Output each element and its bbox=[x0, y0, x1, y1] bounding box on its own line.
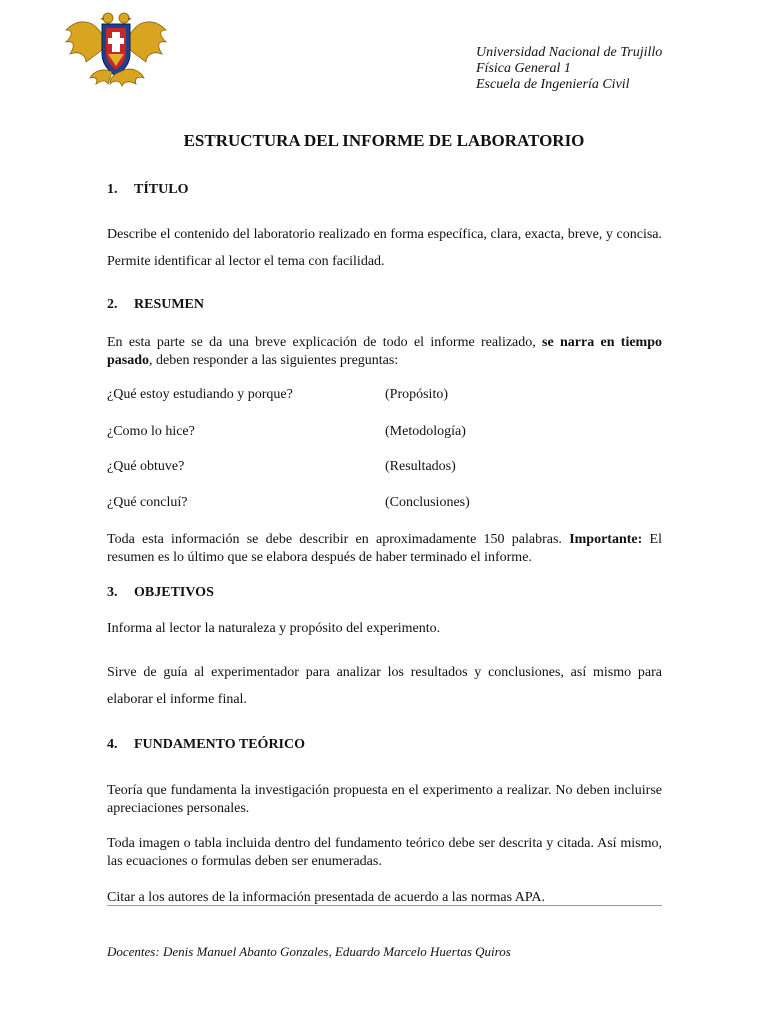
course-name: Física General 1 bbox=[476, 61, 571, 76]
question-purpose: (Conclusiones) bbox=[385, 495, 470, 510]
section-number: 1. bbox=[107, 182, 118, 197]
emphasis-text: Importante: bbox=[569, 532, 643, 547]
footer-teachers: Docentes: Denis Manuel Abanto Gonzales, Eduardo Marcelo Huertas Quiros bbox=[107, 944, 511, 959]
section-paragraph: Informa al lector la naturaleza y propósito del experimento. bbox=[107, 621, 441, 636]
section-title: FUNDAMENTO TEÓRICO bbox=[134, 737, 306, 752]
section-paragraph: Citar a los autores de la información presentada de acuerdo a las normas APA. bbox=[107, 890, 546, 905]
university-name: Universidad Nacional de Trujillo bbox=[476, 45, 663, 60]
section-heading-resumen bbox=[107, 297, 204, 313]
question-text: ¿Como lo hice? bbox=[107, 424, 195, 439]
question-purpose: (Metodología) bbox=[385, 424, 466, 439]
emphasis-text: se narra en tiempo pasado bbox=[107, 335, 662, 368]
paragraph-text: En esta parte se da una breve explicación de todo el informe realizado, bbox=[107, 335, 543, 350]
paragraph-text: El resumen es lo último que se elabora después de haber terminado el informe. bbox=[107, 532, 662, 565]
section-paragraph: Describe el contenido del laboratorio realizado en forma específica, clara, exacta, breve, y concisa. Permite identificar al lector el tema con facilidad. bbox=[107, 227, 662, 269]
document-title: ESTRUCTURA DEL INFORME DE LABORATORIO bbox=[183, 131, 585, 150]
divider bbox=[107, 905, 662, 906]
section-paragraph bbox=[107, 531, 662, 567]
paragraph-text: Toda esta información se debe describir en aproximadamente 150 palabras. bbox=[107, 532, 570, 547]
paragraph-text: , deben responder a las siguientes preguntas: bbox=[149, 353, 399, 368]
section-title: OBJETIVOS bbox=[134, 585, 214, 600]
section-paragraph: Sirve de guía al experimentador para analizar los resultados y conclusiones, así mismo para elaborar el informe final. bbox=[107, 665, 662, 707]
question-purpose: (Propósito) bbox=[385, 387, 448, 402]
section-heading-titulo bbox=[107, 182, 188, 198]
section-paragraph: Toda imagen o tabla incluida dentro del fundamento teórico debe ser descrita y citada. Así mismo, las ecuaciones o formulas deben ser enumeradas. bbox=[107, 836, 662, 869]
question-text: ¿Qué estoy estudiando y porque? bbox=[107, 387, 293, 402]
school-name: Escuela de Ingeniería Civil bbox=[476, 77, 630, 92]
section-number: 2. bbox=[107, 297, 118, 312]
section-heading-objetivos bbox=[107, 585, 214, 601]
question-text: ¿Qué concluí? bbox=[107, 495, 188, 510]
section-paragraph bbox=[107, 334, 662, 370]
section-number: 4. bbox=[107, 737, 118, 752]
section-number: 3. bbox=[107, 585, 118, 600]
section-paragraph: Teoría que fundamenta la investigación propuesta en el experimento a realizar. No deben incluirse apreciaciones personales. bbox=[107, 783, 662, 816]
university-logo-icon bbox=[64, 8, 168, 88]
section-title: TÍTULO bbox=[134, 182, 189, 197]
question-text: ¿Qué obtuve? bbox=[107, 459, 185, 474]
section-title: RESUMEN bbox=[134, 297, 205, 312]
question-purpose: (Resultados) bbox=[385, 459, 456, 474]
section-heading-fundamento-teorico bbox=[107, 737, 305, 753]
